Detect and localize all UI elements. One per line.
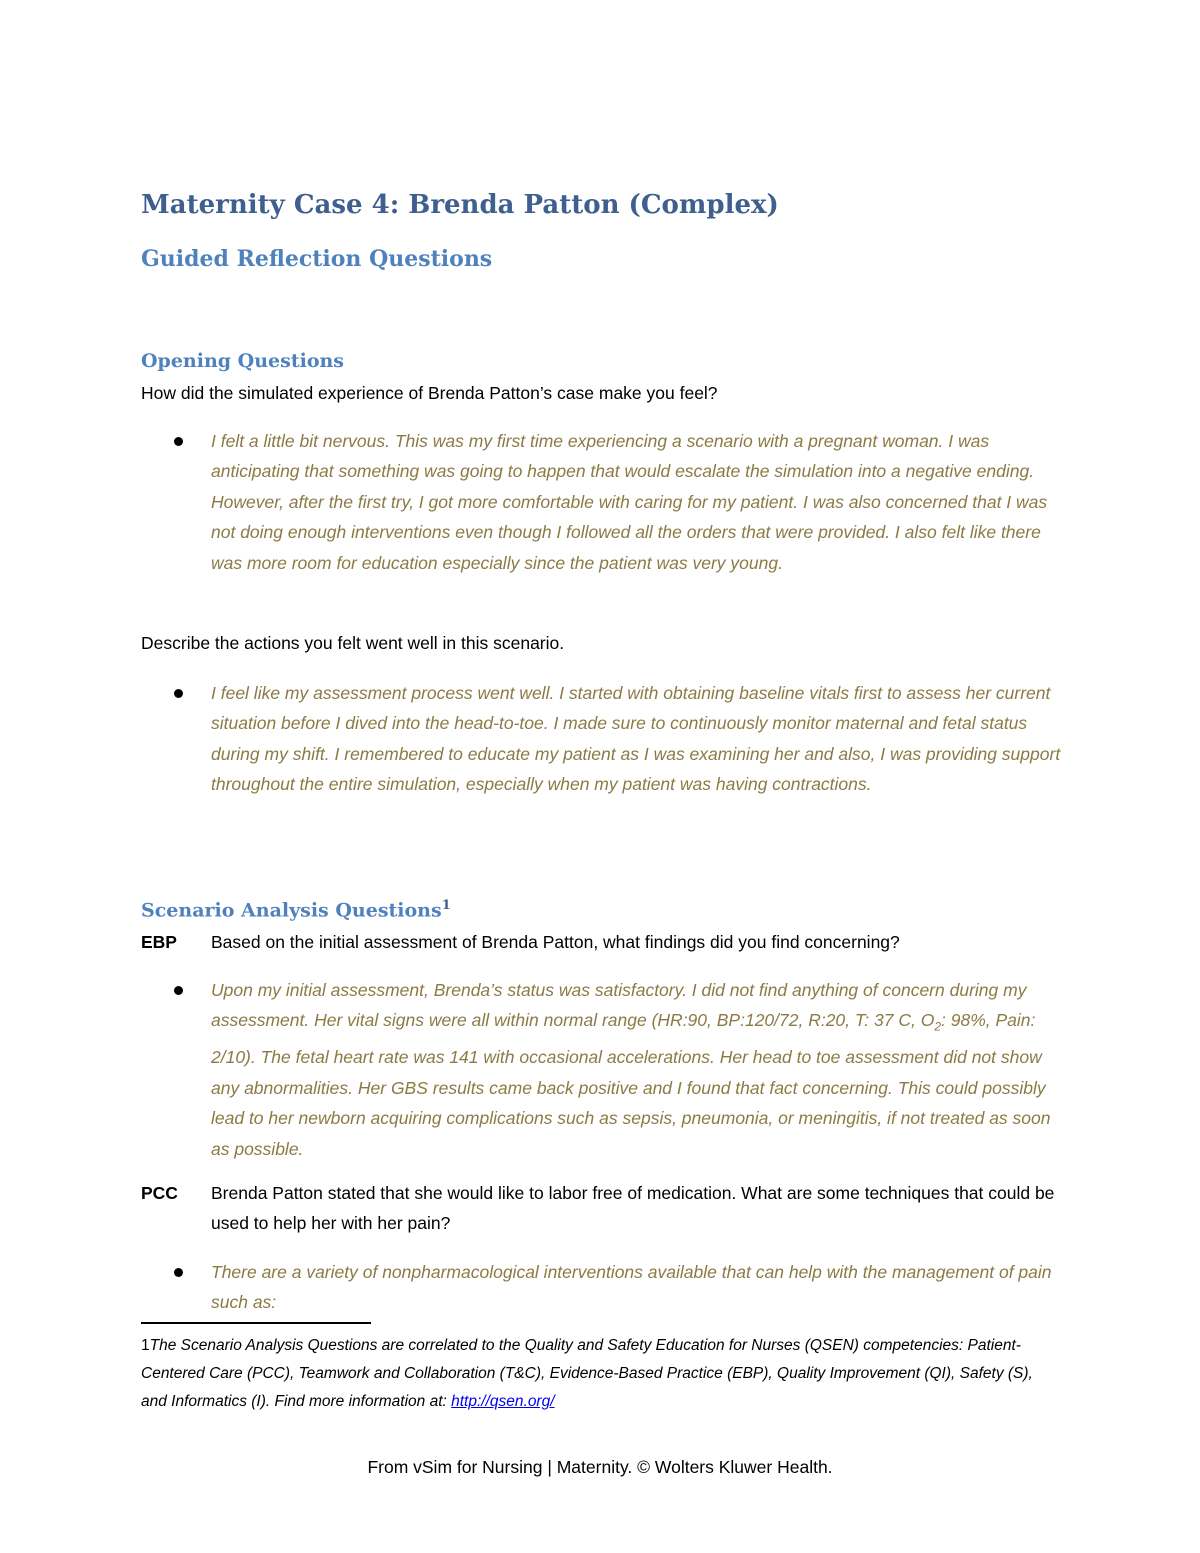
scenario-answer-2: There are a variety of nonpharmacological interventions available that can help with the management of pain such as: (211, 1262, 1052, 1313)
scenario-analysis-heading: Scenario Analysis Questions$^1$ (141, 898, 451, 922)
opening-answer-1: I felt a little bit nervous. This was my first time experiencing a scenario with a pregnant woman. I was anticipating that something was going to happen that would escalate the simulation into a negative ending. However, after the first try, I got more comfortable with caring for my patient. I was also concerned that I was not doing enough interventions even though I followed all the orders that were provided. I also felt like there was more room for education especially since the patient was very young. (211, 431, 1048, 573)
scenario-question-ebp (141, 927, 1061, 957)
opening-question-2: Describe the actions you felt went well in this scenario. (141, 633, 565, 653)
footnote-number: 1 (141, 1337, 150, 1354)
bullet-icon (174, 1268, 183, 1277)
scenario-question-pcc (141, 1178, 1061, 1238)
footnote-divider (141, 1322, 371, 1324)
footnote (141, 1332, 1041, 1416)
opening-answer-2: I feel like my assessment process went well. I started with obtaining baseline vitals first to assess her current situation before I dived into the head-to-toe. I made sure to continuously monitor maternal and fetal status during my shift. I remembered to educate my patient as I was examining her and also, I was providing support throughout the entire simulation, especially when my patient was having contractions. (211, 683, 1061, 795)
footnote-text: The Scenario Analysis Questions are correlated to the Quality and Safety Education for Nurses (QSEN) competencies: Patient-Centered Care (PCC), Teamwork and Collaboration (T&C), Evidence-Based Practice (EBP), Quality Improvement (QI), Safety (S), and Informatics (I). Find more information at: (141, 1337, 1033, 1410)
bullet-icon (174, 689, 183, 698)
bullet-icon (174, 437, 183, 446)
scenario-answer-1: Upon my initial assessment, Brenda’s status was satisfactory. I did not find anything of concern during my assessment. Her vital signs were all within normal range (HR:90, BP:120/72, R:20, T: 37 C, $O_2$: 98%, Pain: 2/10). The fetal heart rate was 141 with occasional accelerations. Her head to toe assessment did not show any abnormalities. Her GBS results came back positive and I found that fact concerning. This could possibly lead to her newborn acquiring complications such as sepsis, pneumonia, or meningitis, if not treated as soon as possible. (211, 980, 1051, 1159)
footnote-reference: 1 (441, 898, 451, 913)
qsen-code-label: PCC (141, 1183, 178, 1203)
document-title: Maternity Case 4: Brenda Patton (Complex) (141, 190, 779, 220)
page-footer: From vSim for Nursing | Maternity. © Wolters Kluwer Health. (367, 1457, 833, 1477)
scenario-question-text: Brenda Patton stated that she would like to labor free of medication. What are some techniques that could be used to help her with her pain? (211, 1183, 1055, 1233)
opening-question-1: How did the simulated experience of Brenda Patton’s case make you feel? (141, 383, 718, 403)
scenario-question-text: Based on the initial assessment of Brenda Patton, what findings did you find concerning? (211, 932, 900, 952)
opening-questions-heading: Opening Questions (141, 350, 344, 372)
qsen-link[interactable]: http://qsen.org/ (451, 1393, 555, 1410)
document-subtitle: Guided Reflection Questions (141, 246, 493, 272)
bullet-icon (174, 986, 183, 995)
qsen-code-label: EBP (141, 932, 177, 952)
